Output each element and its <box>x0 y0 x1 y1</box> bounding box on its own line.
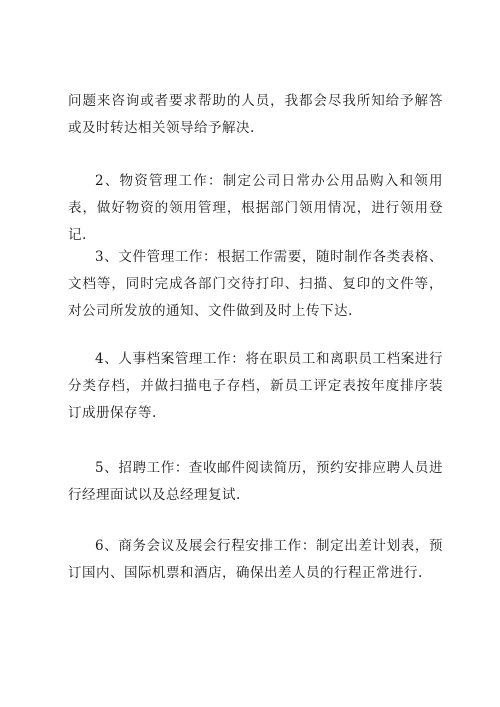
paragraph-item-recruitment: 5、招聘工作：查收邮件阅读简历，预约安排应聘人员进行经理面试以及总经理复试. <box>68 460 443 503</box>
paragraph-item-documents: 3、文件管理工作：根据工作需要，随时制作各类表格、文档等，同时完成各部门交待打印、扫描、复印的文件等，对公司所发放的通知、文件做到及时上传下达. <box>68 249 443 319</box>
paragraph-item-personnel-files: 4、人事档案管理工作：将在职员工和离职员工档案进行分类存档，并做扫描电子存档，新员工评定表按年度排序装订成册保存等. <box>68 351 443 421</box>
paragraph-item-materials: 2、物资管理工作：制定公司日常办公用品购入和领用表，做好物资的领用管理，根据部门领用情况，进行领用登记. <box>68 173 443 243</box>
paragraph-item-business-travel: 6、商务会议及展会行程安排工作：制定出差计划表，预订国内、国际机票和酒店，确保出差人员的行程正常进行. <box>68 538 443 581</box>
paragraph-continuation: 问题来咨询或者要求帮助的人员，我都会尽我所知给予解答或及时转达相关领导给予解决. <box>68 93 443 136</box>
